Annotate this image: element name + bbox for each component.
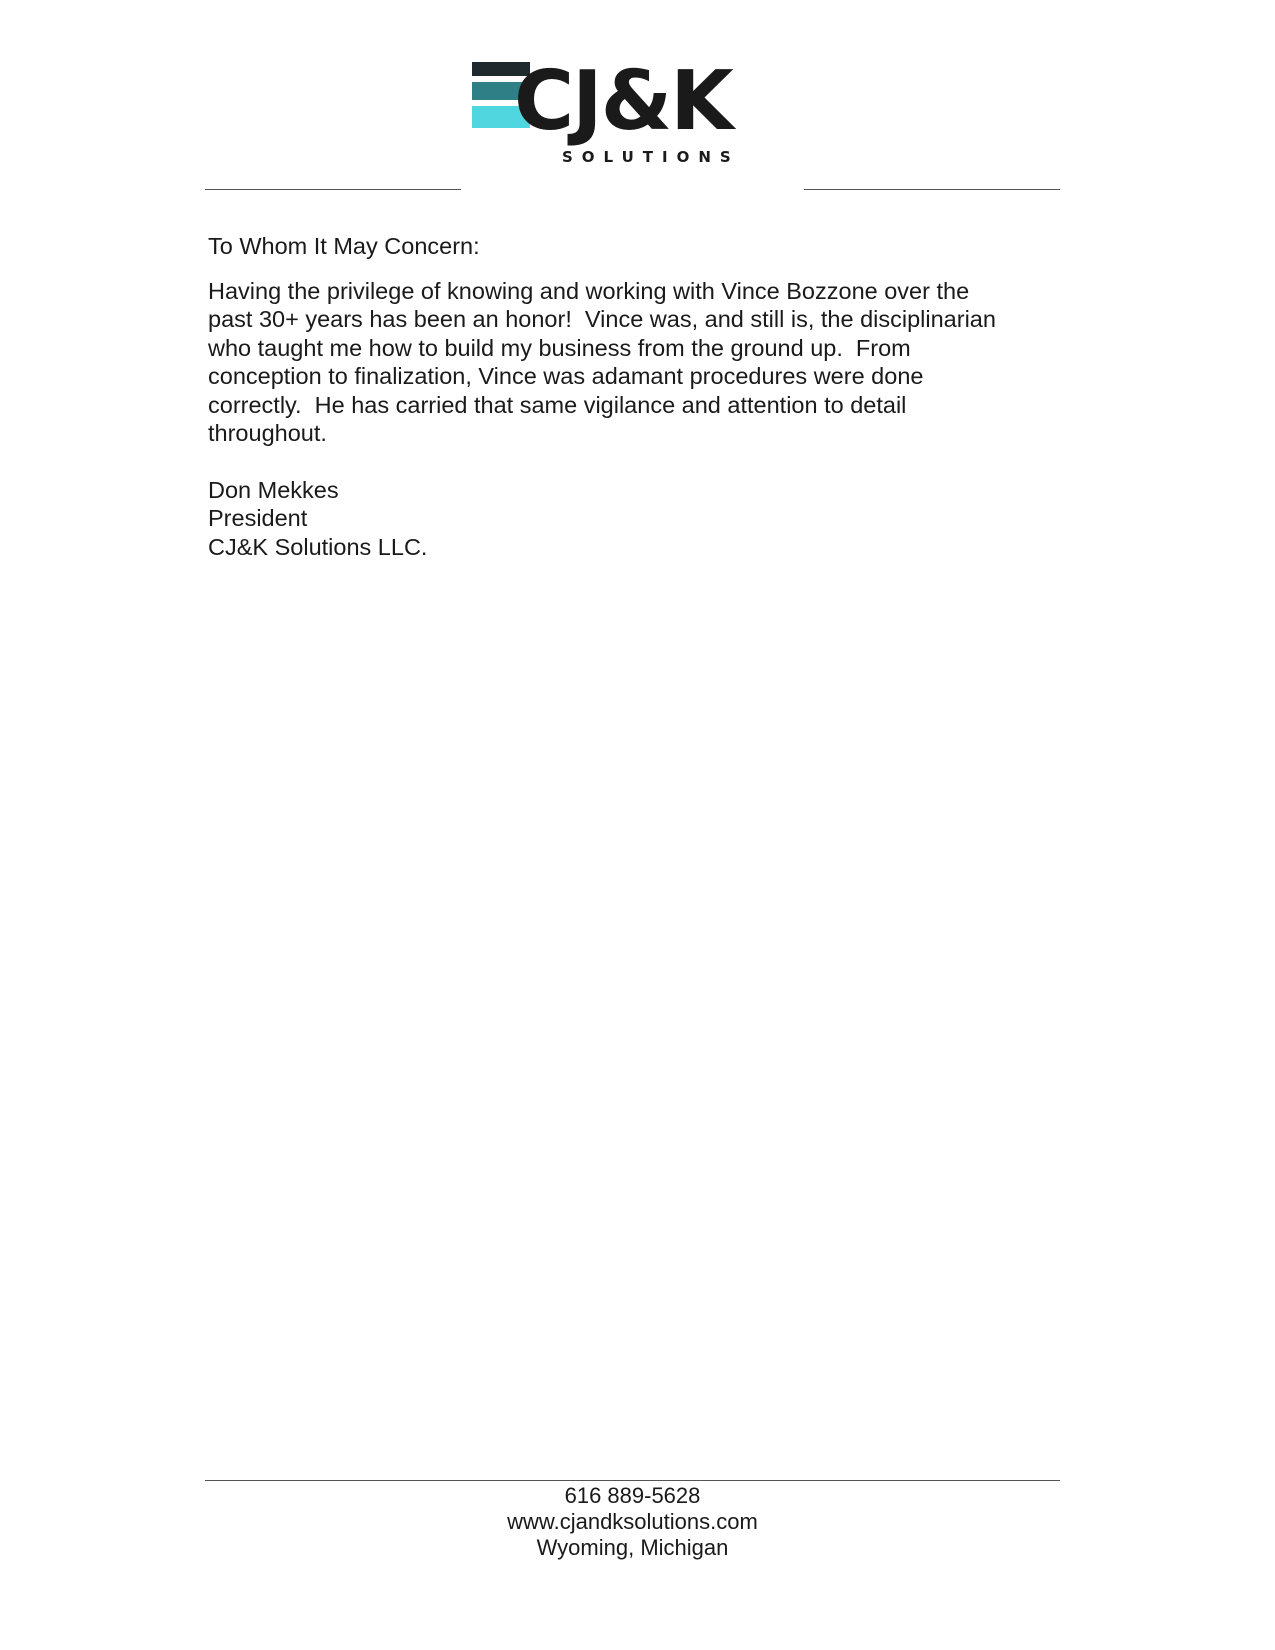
logo-subtitle: SOLUTIONS bbox=[562, 148, 740, 166]
header-divider-right bbox=[804, 189, 1060, 190]
header-divider-left bbox=[205, 189, 461, 190]
signature-block bbox=[208, 476, 1068, 562]
footer bbox=[205, 1483, 1060, 1561]
signer-name: Don Mekkes bbox=[208, 476, 339, 503]
footer-phone: 616 889-5628 bbox=[564, 1483, 701, 1508]
signer-title: President bbox=[208, 505, 308, 531]
salutation: To Whom It May Concern: bbox=[208, 233, 480, 259]
logo-wordmark: CJ&K bbox=[514, 54, 732, 149]
body-line: past 30+ years has been an honor! Vince was, and still is, the disciplinarian bbox=[208, 306, 996, 332]
company-logo bbox=[462, 50, 804, 190]
letter-content bbox=[208, 232, 1068, 561]
body-line: throughout. bbox=[208, 420, 327, 446]
footer-divider bbox=[205, 1480, 1060, 1481]
letter-body bbox=[208, 277, 1068, 448]
signer-company: CJ&K Solutions LLC. bbox=[208, 533, 428, 560]
body-line: who taught me how to build my business from the ground up. From bbox=[208, 334, 911, 361]
footer-website: www.cjandksolutions.com bbox=[507, 1509, 758, 1534]
footer-location: Wyoming, Michigan bbox=[536, 1535, 729, 1560]
body-line: conception to finalization, Vince was adamant procedures were done bbox=[208, 363, 924, 389]
body-line: correctly. He has carried that same vigilance and attention to detail bbox=[208, 391, 907, 418]
body-line: Having the privilege of knowing and working with Vince Bozzone over the bbox=[208, 277, 970, 304]
